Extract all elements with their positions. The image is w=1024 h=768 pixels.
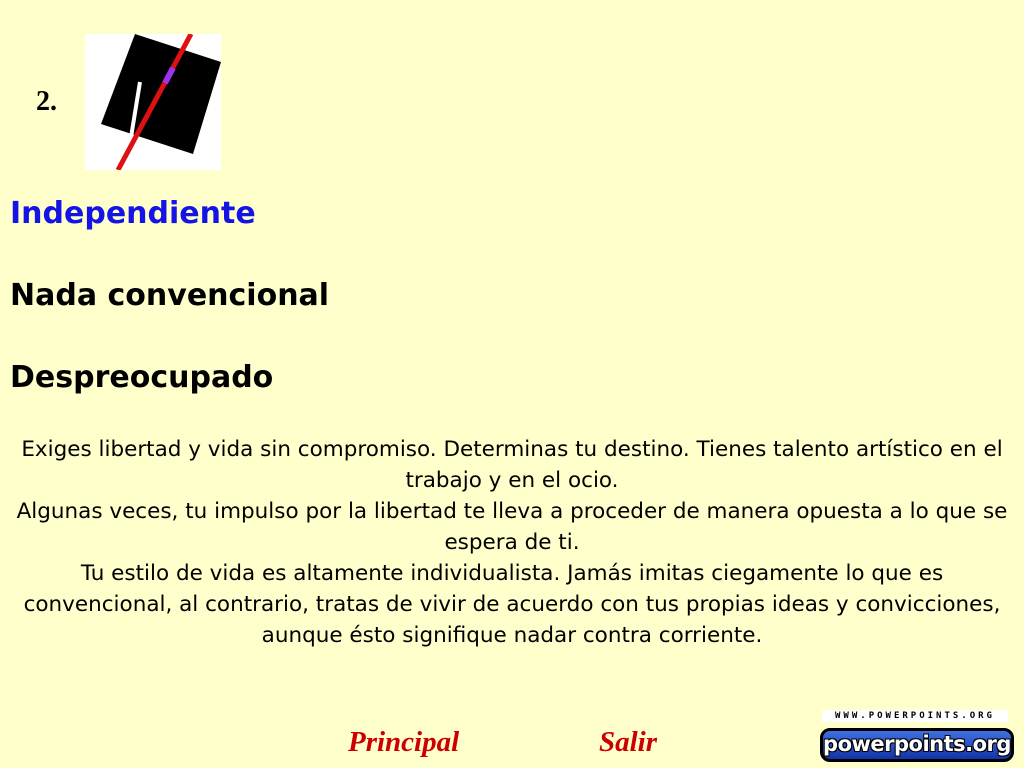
- trait-independiente: Independiente: [10, 196, 256, 231]
- description-paragraph: Tu estilo de vida es altamente individualista. Jamás imitas ciegamente lo que es convencional, al contrario, tratas de vivir de acuerdo con tus propias ideas y convicciones, aunque ésto signifique nadar contra corriente.: [23, 561, 1001, 648]
- trait-nada-convencional: Nada convencional: [10, 278, 330, 313]
- principal-link[interactable]: Principal: [348, 726, 460, 758]
- description-paragraph: Exiges libertad y vida sin compromiso. Determinas tu destino. Tienes talento artístico en el trabajo y en el ocio.: [21, 437, 1003, 493]
- salir-link[interactable]: Salir: [599, 726, 658, 758]
- logo-badge: powerpoints.org: [820, 728, 1014, 762]
- trait-despreocupado: Despreocupado: [10, 360, 274, 395]
- tilted-square-figure-icon: [85, 34, 221, 170]
- slide-number: 2.: [36, 86, 57, 117]
- powerpoints-logo[interactable]: [818, 708, 1018, 764]
- description-paragraph: Algunas veces, tu impulso por la libertad te lleva a proceder de manera opuesta a lo que se espera de ti.: [16, 499, 1008, 555]
- logo-url-text: WWW.POWERPOINTS.ORG: [822, 710, 1008, 722]
- description-block: [8, 434, 1016, 651]
